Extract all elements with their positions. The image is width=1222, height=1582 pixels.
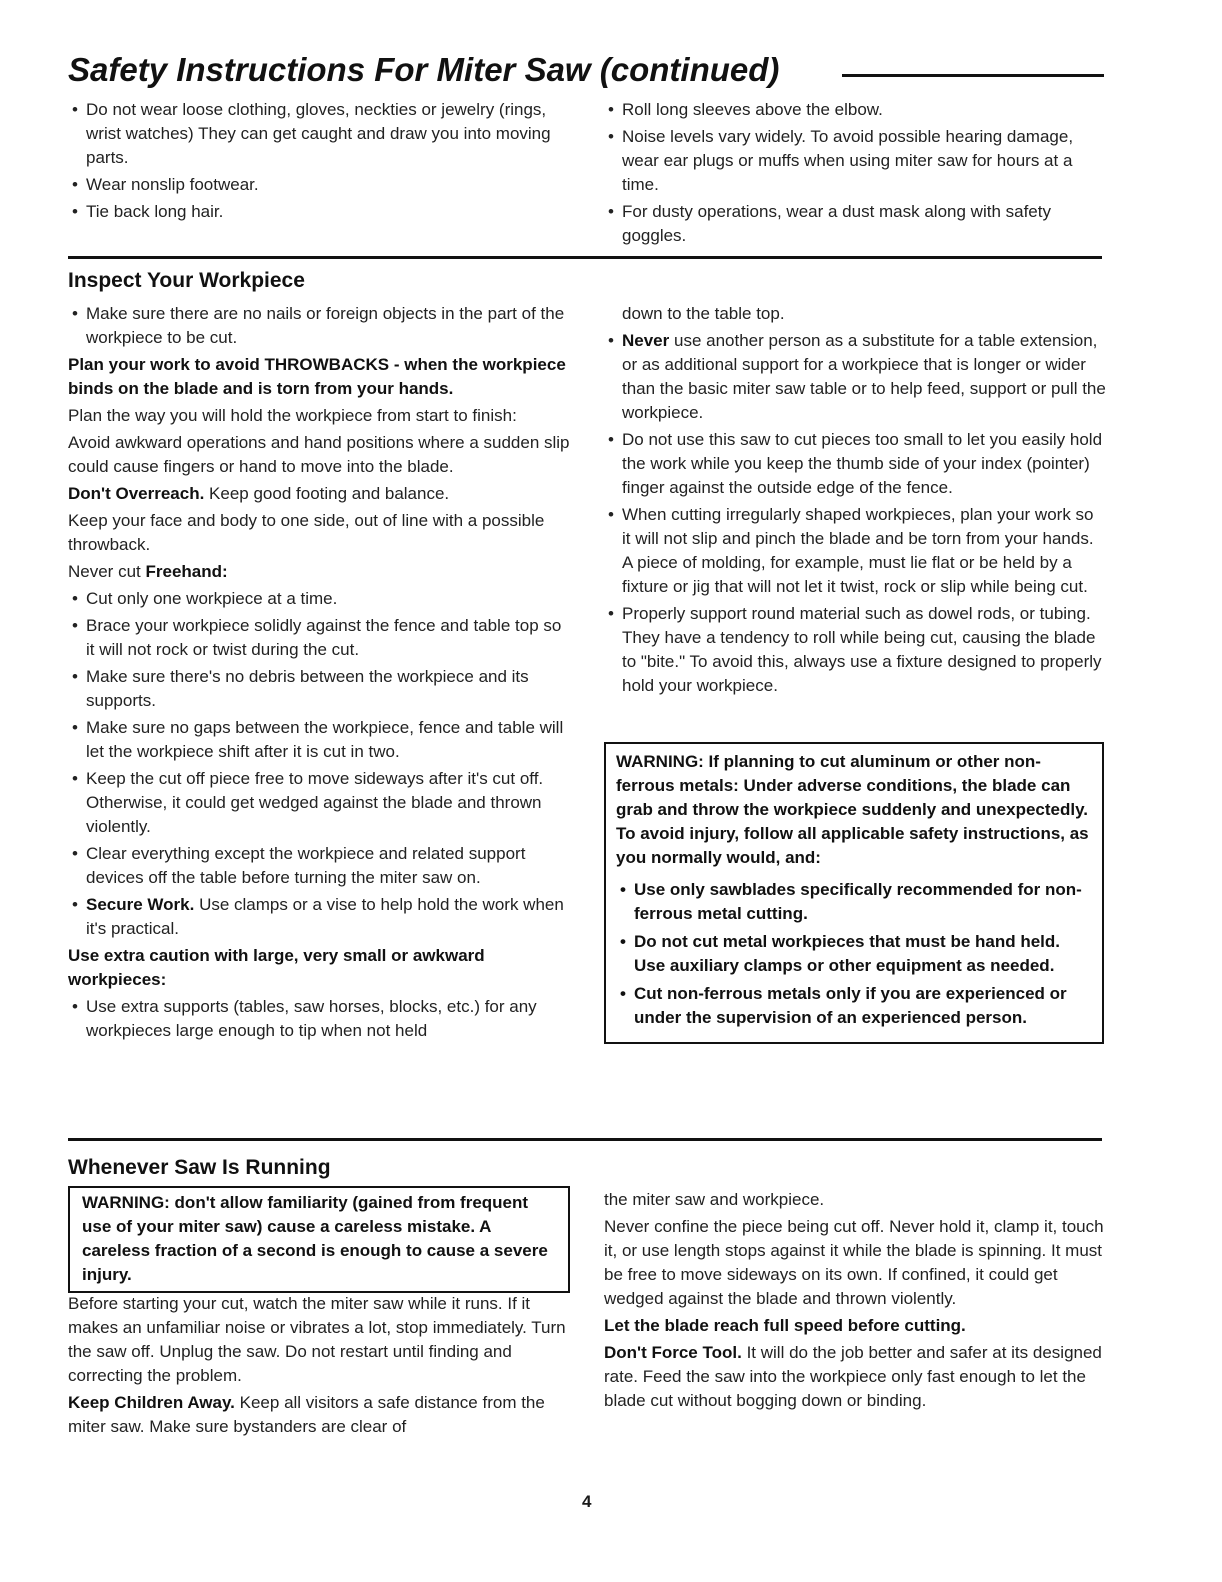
overreach-label: Don't Overreach. xyxy=(68,484,205,503)
familiarity-warning-box xyxy=(68,1186,570,1293)
inspect-heading: Inspect Your Workpiece xyxy=(68,269,305,292)
list-item: • Make sure no gaps between the workpiece, fence and table will let the workpiece shift after it is cut in two. xyxy=(68,716,570,764)
top-left-list xyxy=(68,98,570,224)
list-item: • Wear nonslip footwear. xyxy=(68,173,570,197)
top-right-column xyxy=(604,98,1106,251)
force-label: Don't Force Tool. xyxy=(604,1343,742,1362)
list-item xyxy=(604,329,1106,425)
children-label: Keep Children Away. xyxy=(68,1393,235,1412)
page-title: Safety Instructions For Miter Saw (continued) xyxy=(68,51,780,88)
continued-text: the miter saw and workpiece. xyxy=(604,1190,825,1209)
overreach-paragraph xyxy=(68,482,570,506)
inspect-left-column xyxy=(68,302,570,1046)
aluminum-warning-text: WARNING: If planning to cut aluminum or other non-ferrous metals: Under adverse conditions, the blade can grab and throw the workpiece suddenly and unexpectedly. To avoid injury, follow all applicable safety instructions, as you normally would, and: xyxy=(616,752,1089,867)
list-item: • Make sure there's no debris between the workpiece and its supports. xyxy=(68,665,570,713)
list-item: • Brace your workpiece solidly against the fence and table top so it will not rock or twist during the cut. xyxy=(68,614,570,662)
section-divider xyxy=(68,1138,1102,1141)
continued-text: down to the table top. xyxy=(622,304,785,323)
extra-caution-note: Use extra caution with large, very small or awkward workpieces: xyxy=(68,946,485,989)
face-text: Keep your face and body to one side, out of line with a possible throwback. xyxy=(68,511,545,554)
inspect-nails-list xyxy=(68,302,570,350)
secure-work-text: Use clamps or a vise to help hold the work when it's practical. xyxy=(86,895,564,938)
list-item: • Clear everything except the workpiece and related support devices off the table before turning the miter saw on. xyxy=(68,842,570,890)
list-item: • Use only sawblades specifically recommended for non-ferrous metal cutting. xyxy=(616,878,1094,926)
page-number: 4 xyxy=(582,1492,592,1511)
aluminum-warning-list xyxy=(616,878,1094,1030)
list-item: • Keep the cut off piece free to move sideways after it's cut off. Otherwise, it could get wedged against the blade and thrown violently. xyxy=(68,767,570,839)
freehand-list xyxy=(68,587,570,941)
never-cut-prefix: Never cut xyxy=(68,562,141,581)
top-right-list xyxy=(604,98,1106,248)
avoid-text: Avoid awkward operations and hand positions where a sudden slip could cause fingers or hand to move into the blade. xyxy=(68,433,570,476)
section-divider xyxy=(68,256,1102,259)
full-speed-note: Let the blade reach full speed before cutting. xyxy=(604,1316,966,1335)
inspect-right-list xyxy=(604,329,1106,698)
list-item: • Do not use this saw to cut pieces too small to let you easily hold the work while you keep the thumb side of your index (pointer) finger against the outside edge of the fence. xyxy=(604,428,1106,500)
list-item: • Tie back long hair. xyxy=(68,200,570,224)
list-item: • Roll long sleeves above the elbow. xyxy=(604,98,1106,122)
list-item: • Properly support round material such as dowel rods, or tubing. They have a tendency to roll while being cut, causing the blade to "bite." To avoid this, always use a fixture designed to properly hold your workpiece. xyxy=(604,602,1106,698)
list-item: • Use extra supports (tables, saw horses, blocks, etc.) for any workpieces large enough to tip when not held xyxy=(68,995,570,1043)
children-text: Keep all visitors a safe distance from the miter saw. Make sure bystanders are clear of xyxy=(68,1393,545,1436)
running-right-column xyxy=(604,1188,1106,1416)
secure-work-label: Secure Work. xyxy=(86,895,195,914)
list-item: • Do not cut metal workpieces that must be hand held. Use auxiliary clamps or other equipment as needed. xyxy=(616,930,1094,978)
before-text: Before starting your cut, watch the miter saw while it runs. If it makes an unfamiliar noise or vibrates a lot, stop immediately. Turn the saw off. Unplug the saw. Do not restart until finding and correcting the problem. xyxy=(68,1294,566,1385)
aluminum-warning-box xyxy=(604,742,1104,1044)
list-item: • Cut only one workpiece at a time. xyxy=(68,587,570,611)
familiarity-warning-text: WARNING: don't allow familiarity (gained from frequent use of your miter saw) cause a careless mistake. A careless fraction of a second is enough to cause a severe injury. xyxy=(82,1193,548,1284)
plan-text: Plan the way you will hold the workpiece from start to finish: xyxy=(68,406,517,425)
list-item: • Do not wear loose clothing, gloves, neckties or jewelry (rings, wrist watches) They can get caught and draw you into moving parts. xyxy=(68,98,570,170)
running-left-column xyxy=(68,1292,570,1442)
freehand-label: Freehand: xyxy=(145,562,228,581)
list-item: • Noise levels vary widely. To avoid possible hearing damage, wear ear plugs or muffs when using miter saw for hours at a time. xyxy=(604,125,1106,197)
force-text: It will do the job better and safer at its designed rate. Feed the saw into the workpiece only fast enough to let the blade cut without bogging down or binding. xyxy=(604,1343,1102,1410)
extra-caution-list xyxy=(68,995,570,1043)
list-item: • Cut non-ferrous metals only if you are experienced or under the supervision of an experienced person. xyxy=(616,982,1094,1030)
never-label: Never xyxy=(622,331,670,350)
confine-text: Never confine the piece being cut off. Never hold it, clamp it, touch it, or use length stops against it while the blade is spinning. It must be free to move sideways on its own. If confined, it could get wedged against the blade and thrown violently. xyxy=(604,1217,1104,1308)
list-item: • When cutting irregularly shaped workpieces, plan your work so it will not slip and pinch the blade and be torn from your hands. A piece of molding, for example, must lie flat or be held by a fixture or jig that will not let it twist, rock or slip while being cut. xyxy=(604,503,1106,599)
top-left-column xyxy=(68,98,570,227)
children-paragraph xyxy=(68,1391,570,1439)
never-text: use another person as a substitute for a table extension, or as additional support for a workpiece that is longer or wider than the basic miter saw table or to help feed, support or pull the workpiece. xyxy=(622,331,1106,422)
running-heading: Whenever Saw Is Running xyxy=(68,1156,331,1179)
list-item: • Make sure there are no nails or foreign objects in the part of the workpiece to be cut. xyxy=(68,302,570,350)
inspect-right-column xyxy=(604,302,1106,701)
force-paragraph xyxy=(604,1341,1106,1413)
overreach-text: Keep good footing and balance. xyxy=(209,484,450,503)
list-item xyxy=(68,893,570,941)
throwback-note: Plan your work to avoid THROWBACKS - when the workpiece binds on the blade and is torn from your hands. xyxy=(68,355,566,398)
list-item: • For dusty operations, wear a dust mask along with safety goggles. xyxy=(604,200,1106,248)
title-rule xyxy=(842,74,1104,77)
freehand-paragraph xyxy=(68,560,570,584)
